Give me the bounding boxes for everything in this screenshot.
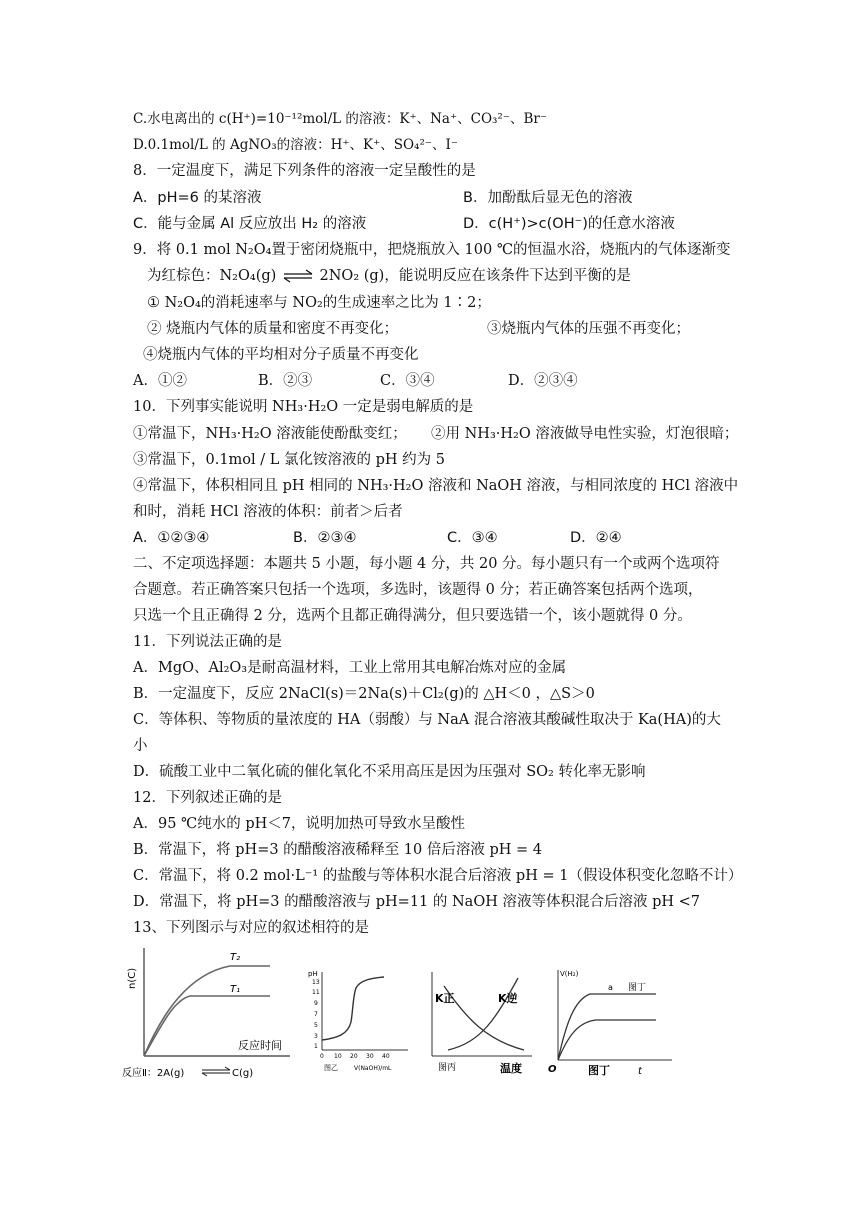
fig2-caption: 图乙	[324, 1064, 338, 1072]
q12-option-b: B．常温下，将 pH=3 的醋酸溶液稀释至 10 倍后溶液 pH = 4	[133, 842, 542, 858]
figure-4-volume-vs-time	[544, 964, 680, 1080]
q9-reaction-right: 2NO₂ (g)，能说明反应在该条件下达到平衡的是	[319, 268, 631, 284]
q13-stem: 13、下列图示与对应的叙述相符的是	[133, 920, 369, 936]
fig2-x-ticks	[320, 1053, 390, 1060]
fig3-x-label: 温度	[500, 1062, 522, 1075]
fig2-xtick: 30	[366, 1053, 374, 1060]
fig4-curve-label: a	[608, 983, 613, 992]
q10-option-d: D．②④	[570, 530, 622, 546]
q12-option-d: D．常温下，将 pH=3 的醋酸溶液与 pH=11 的 NaOH 溶液等体积混合后溶液 pH <7	[133, 894, 700, 910]
q8-option-c: C．能与金属 Al 反应放出 H₂ 的溶液	[133, 216, 367, 232]
q9-option-d: D．②③④	[508, 373, 578, 389]
fig2-ytick: 7	[314, 1011, 318, 1018]
fig4-origin: O	[548, 1064, 557, 1075]
fig1-caption-left: 反应Ⅱ：2A(g)	[122, 1068, 185, 1079]
q11-option-c-line2: 小	[133, 738, 148, 754]
q9-statement-2: ② 烧瓶内气体的质量和密度不再变化；	[147, 321, 399, 337]
fig2-ytick: 3	[314, 1033, 318, 1040]
q11-option-c-line1: C．等体积、等物质的量浓度的 HA（弱酸）与 NaA 混合溶液其酸碱性取决于 Ka(HA)的大	[133, 712, 721, 728]
q9-statement-3: ③烧瓶内气体的压强不再变化；	[487, 321, 690, 337]
fig2-curve	[322, 977, 384, 1040]
fig2-y-ticks	[312, 979, 320, 1050]
figure-3-k-vs-temperature	[426, 968, 540, 1080]
q10-statement-4-line2: 和时，消耗 HCl 溶液的体积：前者＞后者	[133, 504, 403, 520]
fig1-label-t1: T₁	[230, 984, 241, 995]
fig4-caption: 图丁	[588, 1064, 610, 1077]
fig4-x-label: t	[638, 1066, 642, 1077]
fig1-equilibrium-arrow-icon	[202, 1067, 230, 1076]
q9-option-c: C．③④	[380, 373, 435, 389]
fig2-xtick: 20	[350, 1053, 358, 1060]
q10-option-c: C．③④	[447, 530, 498, 546]
q9-stem-line2	[147, 266, 631, 286]
figure-2-titration-curve	[304, 966, 414, 1078]
q8-option-d: D．c(H⁺)>c(OH⁻)的任意水溶液	[463, 216, 675, 232]
fig4-curve-b	[558, 1020, 656, 1060]
fig1-caption-right: C(g)	[232, 1068, 254, 1079]
q9-option-a: A．①②	[133, 373, 187, 389]
fig2-y-label: pH	[308, 970, 318, 978]
q11-option-d: D．硫酸工业中二氧化硫的催化氧化不采用高压是因为压强对 SO₂ 转化率无影响	[133, 764, 646, 780]
section2-instructions-line3: 只选一个且正确得 2 分，选两个且都正确得满分，但只要选错一个，该小题就得 0 分。	[133, 608, 692, 624]
q8-option-a: A．pH=6 的某溶液	[133, 190, 262, 206]
fig1-y-label: n(C)	[127, 967, 138, 989]
option-c-line: C.水电离出的 c(H⁺)=10⁻¹²mol/L 的溶液：K⁺、Na⁺、CO₃²⁻、Br⁻	[133, 111, 547, 127]
fig1-label-t2: T₂	[230, 952, 241, 963]
q9-stem-line1: 9．将 0.1 mol N₂O₄置于密闭烧瓶中，把烧瓶放入 100 ℃的恒温水浴，烧瓶内的气体逐渐变	[133, 242, 731, 258]
fig4-caption-top: 图丁	[628, 983, 647, 993]
fig3-label-k-reverse: K逆	[498, 992, 518, 1005]
fig1-x-label: 反应时间	[238, 1039, 282, 1052]
q10-option-a: A．①②③④	[133, 530, 210, 546]
q9-option-b: B．②③	[258, 373, 313, 389]
q10-statement-3: ③常温下，0.1mol / L 氯化铵溶液的 pH 约为 5	[133, 452, 445, 468]
fig3-label-k-forward: K正	[435, 992, 455, 1005]
q10-option-b: B．②③④	[293, 530, 357, 546]
q9-reaction-left: 为红棕色：N₂O₄(g)	[147, 268, 277, 284]
q11-option-a: A．MgO、Al₂O₃是耐高温材料，工业上常用其电解冶炼对应的金属	[133, 660, 567, 676]
q12-stem: 12．下列叙述正确的是	[133, 790, 282, 806]
fig2-xtick: 40	[382, 1053, 390, 1060]
q11-stem: 11．下列说法正确的是	[133, 634, 282, 650]
option-d-line: D.0.1mol/L 的 AgNO₃的溶液：H⁺、K⁺、SO₄²⁻、I⁻	[133, 137, 458, 153]
figure-1-reaction-curves	[118, 944, 298, 1084]
fig4-curve-a	[558, 994, 656, 1060]
q12-option-a: A．95 ℃纯水的 pH＜7，说明加热可导致水呈酸性	[133, 816, 466, 832]
fig2-ytick: 11	[312, 989, 320, 996]
fig2-xtick: 0	[320, 1053, 324, 1060]
fig3-caption: 图丙	[438, 1063, 457, 1073]
fig2-ytick: 5	[314, 1022, 318, 1029]
fig3-curve-k-reverse	[448, 978, 518, 1050]
q11-option-b: B．一定温度下，反应 2NaCl(s)＝2Na(s)＋Cl₂(g)的 △H＜0 ，△S＞0	[133, 686, 595, 702]
q10-stem: 10．下列事实能说明 NH₃·H₂O 一定是弱电解质的是	[133, 399, 474, 415]
q10-statement-2: ②用 NH₃·H₂O 溶液做导电性实验，灯泡很暗；	[431, 426, 739, 442]
fig2-ytick: 1	[314, 1043, 318, 1050]
q10-statement-1: ①常温下，NH₃·H₂O 溶液能使酚酞变红；	[133, 426, 407, 442]
q9-statement-1: ① N₂O₄的消耗速率与 NO₂的生成速率之比为 1∶2；	[147, 295, 491, 311]
fig2-ytick: 13	[312, 979, 320, 986]
q9-statement-4: ④烧瓶内气体的平均相对分子质量不再变化	[143, 347, 419, 363]
fig2-xtick: 10	[334, 1053, 342, 1060]
q8-stem: 8．一定温度下，满足下列条件的溶液一定呈酸性的是	[133, 163, 476, 179]
fig2-ytick: 9	[314, 1000, 318, 1007]
q12-option-c: C．常温下，将 0.2 mol·L⁻¹ 的盐酸与等体积水混合后溶液 pH = 1（假设体积变化忽略不计）	[133, 868, 743, 884]
equilibrium-arrow-icon	[281, 269, 315, 283]
q8-option-b: B．加酚酞后显无色的溶液	[463, 190, 633, 206]
section2-instructions-line1: 二、不定项选择题：本题共 5 小题，每小题 4 分，共 20 分。每小题只有一个或两个选项符	[133, 556, 720, 572]
section2-instructions-line2: 合题意。若正确答案只包括一个选项，多选时，该题得 0 分；若正确答案包括两个选项，	[133, 582, 703, 598]
fig4-y-label: V(H₂)	[560, 970, 579, 978]
fig2-x-label: V(NaOH)/mL	[354, 1065, 392, 1072]
q10-statement-4-line1: ④常温下，体积相同且 pH 相同的 NH₃·H₂O 溶液和 NaOH 溶液，与相同浓度的 HCl 溶液中	[133, 478, 739, 494]
